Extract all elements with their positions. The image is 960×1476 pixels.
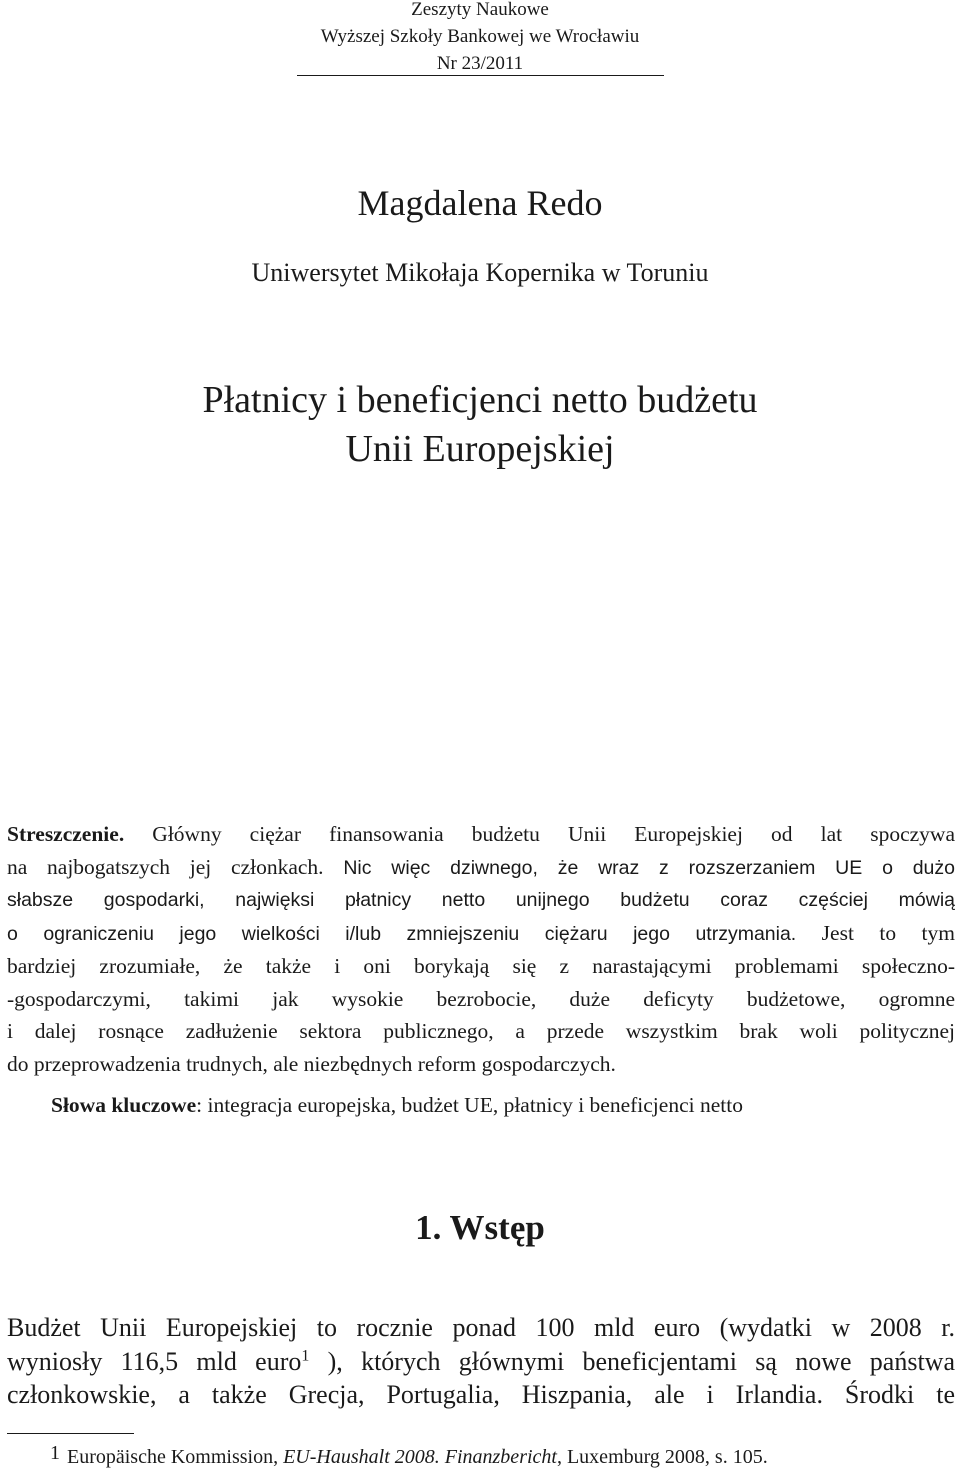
abstract-text: Jest to tym: [796, 920, 955, 945]
abstract-line: [7, 818, 955, 851]
footnote-reference[interactable]: 1: [301, 1346, 310, 1364]
paper-title: [0, 376, 960, 474]
abstract-line: i dalej rosnące zadłużenie sektora publicznego, a przede wszystkim brak woli politycznej: [7, 1019, 955, 1043]
body-line: członkowskie, a także Grecja, Portugalia, Hiszpania, ale i Irlandia. Środki te: [7, 1380, 955, 1409]
body-line: Budżet Unii Europejskiej to rocznie ponad 100 mld euro (wydatki w 2008 r.: [7, 1313, 955, 1342]
body-text: [7, 1311, 955, 1412]
footnote-text: Europäische Kommission,: [62, 1446, 284, 1468]
abstract-line: -gospodarczymi, takimi jak wysokie bezrobocie, duże deficyty budżetowe, ogromne: [7, 986, 955, 1011]
journal-name: Zeszyty Naukowe: [411, 0, 549, 20]
body-line: [7, 1345, 955, 1379]
journal-header: [0, 0, 960, 77]
abstract-line: [7, 851, 955, 885]
footnote-title: EU-Haushalt 2008. Finanzbericht: [283, 1446, 557, 1468]
author-affiliation: Uniwersytet Mikołaja Kopernika w Toruniu: [251, 258, 709, 287]
abstract-line: bardziej zrozumiałe, że także i oni borykają się z narastającymi problemami społeczno-: [7, 954, 955, 978]
footnote: [50, 1443, 768, 1471]
journal-publisher: Wyższej Szkoły Bankowej we Wrocławiu: [320, 26, 640, 47]
abstract-text: Główny ciężar finansowania budżetu Unii Europejskiej od lat spoczywa: [124, 822, 955, 846]
abstract: [7, 818, 955, 1080]
abstract-text: Nic więc dziwnego, że wraz z rozszerzaniem UE o dużo: [323, 856, 955, 879]
abstract-line: słabsze gospodarki, najwięksi płatnicy netto unijnego budżetu coraz częściej mówią: [7, 889, 955, 911]
keywords-text: : integracja europejska, budżet UE, płatnicy i beneficjenci netto: [196, 1093, 743, 1117]
abstract-text: o ograniczeniu jego wielkości i/lub zmniejszeniu ciężaru jego utrzymania.: [7, 922, 797, 945]
body-text-run: ), których głównymi beneficjentami są nowe państwa: [309, 1346, 955, 1376]
abstract-line: do przeprowadzenia trudnych, ale niezbędnych reform gospodarczych.: [7, 1051, 616, 1076]
journal-issue: Nr 23/2011: [436, 53, 524, 74]
footnote-number: 1: [50, 1442, 60, 1464]
abstract-line: [7, 917, 955, 951]
section-heading: 1. Wstęp: [415, 1208, 545, 1247]
footnote-rule: [7, 1433, 134, 1434]
paper-title-line-2: Unii Europejskiej: [345, 428, 615, 470]
header-rule: [297, 75, 664, 76]
author-name: Magdalena Redo: [357, 183, 603, 223]
paper-title-line-1: Płatnicy i beneficjenci netto budżetu: [202, 379, 758, 421]
abstract-text: na najbogatszych jej członkach.: [7, 854, 324, 879]
keywords-label: Słowa kluczowe: [51, 1093, 197, 1117]
body-text-run: wyniosły 116,5 mld euro: [7, 1346, 302, 1376]
keywords: [51, 1089, 743, 1121]
footnote-text: , Luxemburg 2008, s. 105.: [556, 1446, 768, 1468]
abstract-label: Streszczenie.: [7, 822, 125, 846]
